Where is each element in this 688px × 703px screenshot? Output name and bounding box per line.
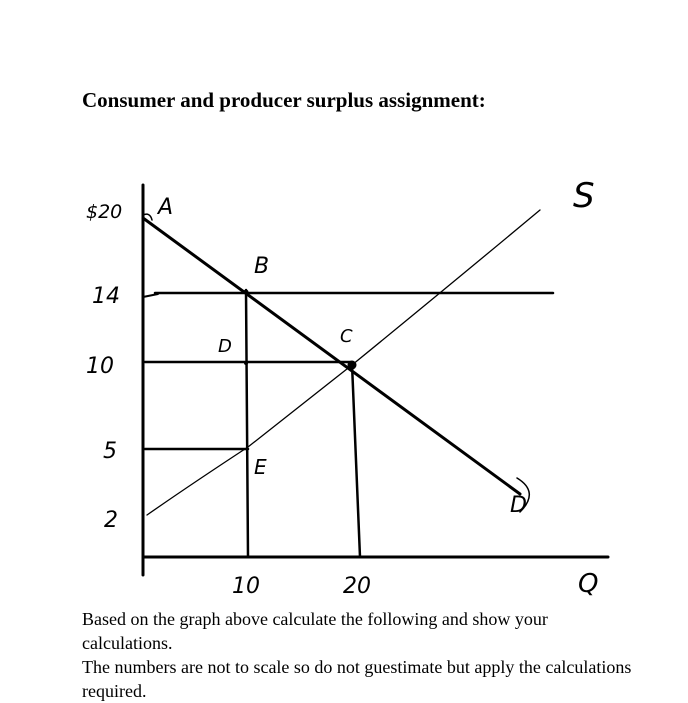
- y-tick-label-14: 14: [92, 284, 120, 309]
- point-d-dot: [244, 361, 248, 365]
- y-tick-label-5: 5: [103, 439, 117, 464]
- demand-curve: [143, 218, 520, 494]
- instruction-paragraph: Based on the graph above calculate the following and show your calculations.: [82, 609, 548, 653]
- x-tick-label-10: 10: [232, 574, 260, 599]
- point-c-dot: [348, 361, 357, 370]
- point-label-b: B: [254, 254, 270, 279]
- point-label-c: C: [340, 326, 353, 347]
- tick-mark-14: [143, 294, 158, 297]
- demand-label: D: [510, 493, 527, 518]
- instructions: [82, 607, 642, 703]
- y-tick-label-10: 10: [86, 354, 114, 379]
- point-label-e: E: [254, 455, 267, 479]
- quantity-line-20: [352, 364, 360, 557]
- x-tick-label-20: 20: [343, 574, 371, 599]
- quantity-line-10: [246, 290, 248, 557]
- point-label-a: A: [158, 195, 174, 220]
- point-b-dot: [244, 290, 249, 295]
- supply-label: S: [573, 176, 595, 216]
- x-axis-label: Q: [578, 569, 599, 599]
- point-label-d: D: [218, 336, 232, 357]
- instruction-paragraph: The numbers are not to scale so do not guestimate but apply the calculations required.: [82, 657, 632, 701]
- page-title: Consumer and producer surplus assignment:: [82, 88, 486, 112]
- y-tick-label-2: 2: [104, 508, 118, 533]
- y-tick-label-20: $20: [86, 201, 123, 223]
